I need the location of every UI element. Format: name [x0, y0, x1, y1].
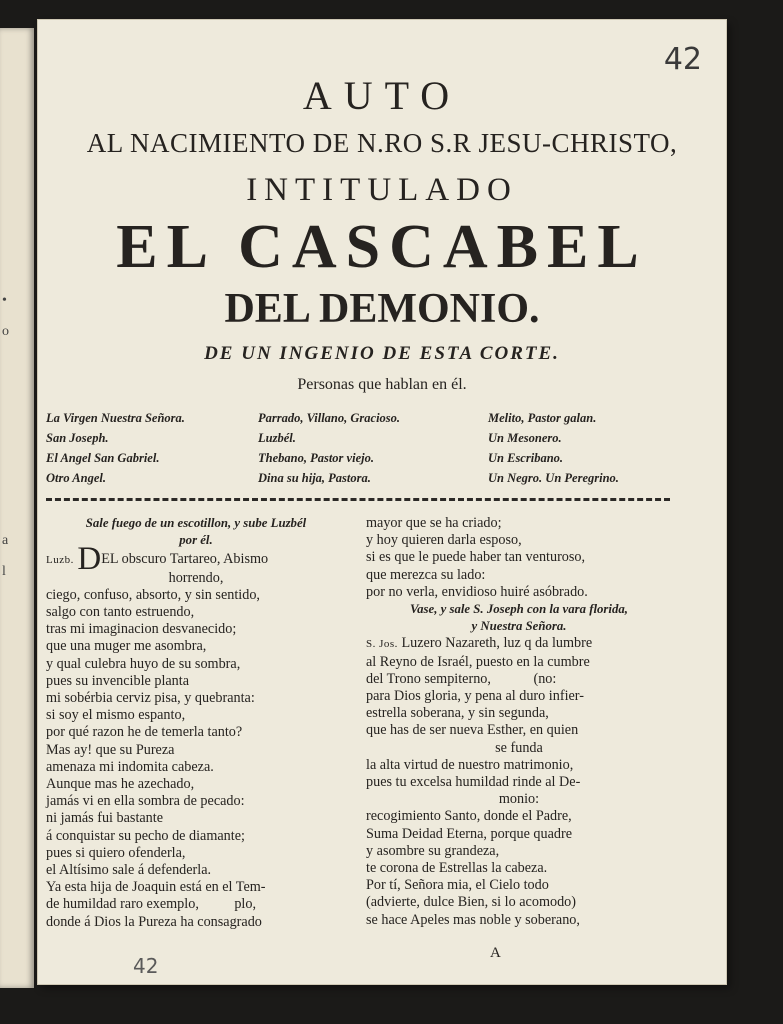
divider-rule: [46, 498, 670, 501]
text-line: [366, 601, 672, 618]
text-line: [366, 618, 672, 635]
text-line: [46, 879, 346, 896]
verse-text: EL obscuro Tartareo, Abismo: [101, 551, 269, 568]
persona: El Angel San Gabriel.: [46, 451, 160, 465]
text-line: [366, 740, 672, 757]
text-line: [46, 604, 346, 621]
text-line: [46, 810, 346, 827]
verse-text: mi sobérbia cerviz pisa, y quebranta:: [46, 690, 255, 707]
verse-text: la alta virtud de nuestro matrimonio,: [366, 756, 574, 773]
verse-text: Vase, y sale S. Joseph con la vara florida,: [410, 602, 628, 617]
text-line: [46, 896, 346, 913]
text-line: [366, 515, 672, 532]
persona: Un Mesonero.: [488, 431, 562, 445]
verse-text: y Nuestra Señora.: [471, 619, 567, 634]
text-line: [366, 532, 672, 549]
verse-text: por qué razon he de temerla tanto?: [46, 724, 243, 741]
verse-text: el Altísimo sale á defenderla.: [46, 862, 212, 879]
verse-text: se hace Apeles mas noble y soberano,: [366, 911, 580, 928]
verse-text: pues tu excelsa humildad rinde al De-: [366, 774, 581, 791]
text-line: [46, 638, 346, 655]
title-auto: AUTO: [302, 73, 462, 118]
verse-text: estrella soberana, y sin segunda,: [366, 705, 549, 722]
persona: San Joseph.: [46, 431, 109, 445]
text-line: [46, 828, 346, 845]
text-line: [366, 705, 672, 722]
verse-text: de humildad raro exemplo, plo,: [46, 896, 257, 913]
text-column-left: [46, 515, 346, 931]
title-intitulado: INTITULADO: [246, 172, 518, 208]
verse-text: mayor que se ha criado;: [366, 515, 502, 531]
text-line: [366, 843, 672, 860]
text-line: [366, 549, 672, 566]
speaker-label: S. Jos.: [366, 638, 398, 651]
handwritten-page-number: 42: [663, 42, 702, 77]
text-line: [46, 845, 346, 862]
persona: Otro Angel.: [46, 471, 106, 485]
text-line: [46, 793, 346, 810]
text-line: [46, 707, 346, 724]
text-line: [46, 690, 346, 707]
text-line: [46, 515, 346, 532]
text-line: [366, 877, 672, 894]
text-line: [46, 656, 346, 673]
text-line: [366, 584, 672, 601]
text-line: [366, 688, 672, 705]
verse-text: pues su invencible planta: [46, 672, 190, 689]
text-line: [46, 587, 346, 604]
verse-text: tras mi imaginacion desvanecido;: [46, 621, 237, 638]
signature-mark: A: [490, 945, 501, 961]
left-page-mark: •: [2, 293, 7, 308]
verse-text: amenaza mi indomita cabeza.: [46, 758, 214, 775]
verse-text: del Trono sempiterno, (no:: [366, 670, 557, 687]
verse-text: á conquistar su pecho de diamante;: [46, 827, 245, 844]
personas-column-2: [258, 408, 400, 488]
verse-text: que has de ser nueva Esther, en quien: [366, 722, 579, 739]
speaker-label: Luzb.: [46, 554, 74, 567]
verse-text: si es que le puede haber tan venturoso,: [366, 549, 586, 566]
text-line: [366, 722, 672, 739]
title-subtitle: AL NACIMIENTO DE N.RO S.R JESU-CHRISTO,: [86, 128, 678, 158]
verse-text: y asombre su grandeza,: [366, 842, 500, 859]
verse-text: Suma Deidad Eterna, porque quadre: [366, 825, 573, 842]
verse-text: ni jamás fui bastante: [46, 810, 164, 827]
text-line: [366, 757, 672, 774]
verse-text: Ya esta hija de Joaquin está en el Tem-: [46, 879, 266, 896]
verse-text: pues si quiero ofenderla,: [46, 844, 186, 861]
verse-text: que una muger me asombra,: [46, 638, 207, 655]
text-line: [366, 567, 672, 584]
text-line: [46, 914, 346, 931]
verse-text: para Dios gloria, y pena al duro infier-: [366, 688, 584, 705]
text-line: [46, 759, 346, 776]
verse-text: Por tí, Señora mia, el Cielo todo: [366, 877, 549, 894]
text-line: [46, 724, 346, 741]
text-line: [46, 776, 346, 793]
text-line: [46, 673, 346, 690]
text-line: [46, 621, 346, 638]
text-line: [366, 894, 672, 911]
personas-heading: Personas que hablan en él.: [297, 376, 467, 393]
text-line: [366, 791, 672, 808]
verse-text: y qual culebra huyo de su sombra,: [46, 655, 241, 672]
verse-text: recogimiento Santo, donde el Padre,: [366, 808, 572, 825]
personas-column-1: [46, 408, 185, 488]
document-page: [38, 20, 726, 984]
text-column-right: [366, 515, 672, 929]
persona: Un Escribano.: [488, 451, 564, 465]
verse-text: Sale fuego de un escotillon, y sube Luzbél: [85, 516, 307, 530]
verse-text: horrendo,: [168, 569, 224, 586]
verse-text: (advierte, dulce Bien, si lo acomodo): [366, 894, 576, 911]
persona: Parrado, Villano, Gracioso.: [258, 411, 401, 425]
text-line: [366, 671, 672, 688]
persona: Un Negro. Un Peregrino.: [488, 471, 619, 485]
persona: La Virgen Nuestra Señora.: [46, 411, 185, 425]
handwritten-page-number-bottom: 42: [133, 954, 159, 978]
text-line: [366, 860, 672, 877]
adjacent-page-edge: [0, 28, 34, 988]
verse-text: por no verla, envidioso huiré asóbrado.: [366, 583, 588, 600]
text-line: [366, 808, 672, 825]
verse-text: Aunque mas he azechado,: [46, 776, 195, 793]
title-main: EL CASCABEL: [116, 213, 648, 281]
verse-text: que merezca su lado:: [366, 566, 486, 583]
left-page-mark: l: [2, 564, 6, 579]
title-main-2: DEL DEMONIO.: [224, 286, 540, 332]
verse-text: al Reyno de Israél, puesto en la cumbre: [366, 653, 590, 670]
drop-cap: D: [77, 541, 102, 578]
verse-text: salgo con tanto estruendo,: [46, 604, 195, 621]
personas-column-3: [488, 408, 619, 488]
text-line: [46, 742, 346, 759]
text-line: [366, 774, 672, 791]
persona: Luzbél.: [258, 431, 296, 445]
verse-text: por él.: [179, 533, 213, 548]
verse-text: monio:: [498, 791, 540, 808]
author-line: DE UN INGENIO DE ESTA CORTE.: [204, 343, 560, 364]
verse-text: te corona de Estrellas la cabeza.: [366, 860, 548, 877]
text-line: [46, 862, 346, 879]
left-page-mark: o: [2, 324, 9, 339]
persona: Melito, Pastor galan.: [488, 411, 597, 425]
text-line: [366, 826, 672, 843]
verse-text: y hoy quieren darla esposo,: [366, 532, 522, 549]
verse-text: se funda: [495, 739, 543, 756]
verse-text: Mas ay! que su Pureza: [46, 741, 175, 758]
left-page-mark: a: [2, 533, 9, 548]
verse-text: ciego, confuso, absorto, y sin sentido,: [46, 586, 260, 603]
verse-text: si soy el mismo espanto,: [46, 707, 186, 724]
text-line: [366, 635, 672, 653]
persona: Thebano, Pastor viejo.: [258, 451, 374, 465]
text-line: [366, 912, 672, 929]
verse-text: jamás vi en ella sombra de pecado:: [46, 793, 245, 810]
text-line: [366, 654, 672, 671]
verse-text: donde á Dios la Pureza ha consagrado: [46, 913, 262, 930]
persona: Dina su hija, Pastora.: [258, 471, 371, 485]
verse-text: Luzero Nazareth, luz q da lumbre: [401, 635, 593, 652]
